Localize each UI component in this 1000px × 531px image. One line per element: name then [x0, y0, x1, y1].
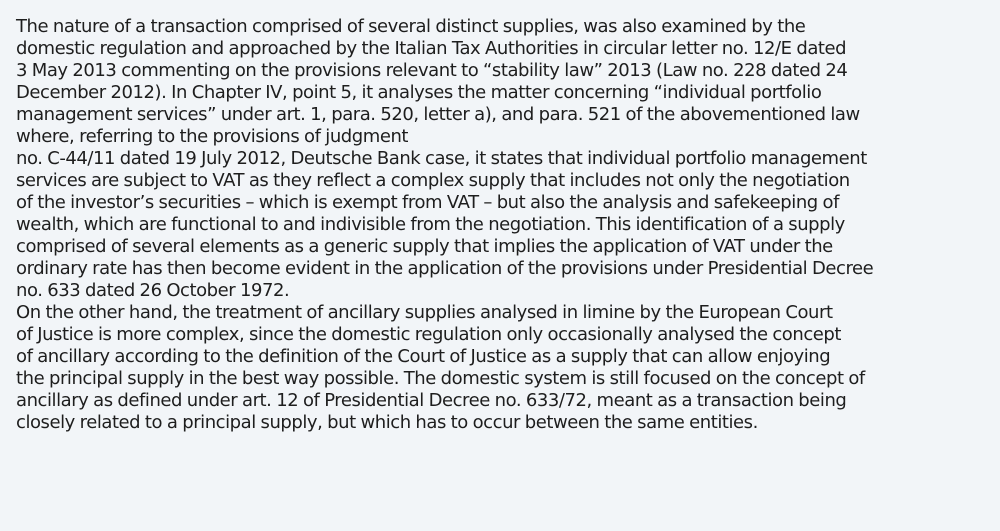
- text-line: management services” under art. 1, para. 520, letter a), and para. 521 of the abovementioned law: [16, 104, 860, 125]
- text-line: no. C-44/11 dated 19 July 2012, Deutsche Bank case, it states that individual portfolio management: [16, 148, 867, 169]
- text-line: no. 633 dated 26 October 1972.: [16, 280, 290, 301]
- text-line: of ancillary according to the definition of the Court of Justice as a supply that can allow enjoying: [16, 346, 831, 367]
- text-line: closely related to a principal supply, but which has to occur between the same entities.: [16, 412, 758, 433]
- text-line: 3 May 2013 commenting on the provisions relevant to “stability law” 2013 (Law no. 228 dated 24: [16, 60, 848, 81]
- text-line: wealth, which are functional to and indivisible from the negotiation. This identification of a supply: [16, 214, 845, 235]
- text-line: where, referring to the provisions of judgment: [16, 126, 409, 147]
- text-line: domestic regulation and approached by the Italian Tax Authorities in circular letter no. 12/E dated: [16, 38, 847, 59]
- text-line: of the investor’s securities – which is exempt from VAT – but also the analysis and safekeeping of: [16, 192, 839, 213]
- text-line: services are subject to VAT as they reflect a complex supply that includes not only the negotiation: [16, 170, 850, 191]
- text-line: comprised of several elements as a generic supply that implies the application of VAT under the: [16, 236, 833, 257]
- document-body: [16, 16, 996, 434]
- text-line: ordinary rate has then become evident in the application of the provisions under Presidential Decree: [16, 258, 874, 279]
- text-line: On the other hand, the treatment of ancillary supplies analysed in limine by the European Court: [16, 302, 833, 323]
- text-line: the principal supply in the best way possible. The domestic system is still focused on the concept of: [16, 368, 865, 389]
- text-line: of Justice is more complex, since the domestic regulation only occasionally analysed the concept: [16, 324, 841, 345]
- text-line: ancillary as defined under art. 12 of Presidential Decree no. 633/72, meant as a transaction being: [16, 390, 847, 411]
- text-line: December 2012). In Chapter IV, point 5, it analyses the matter concerning “individual portfolio: [16, 82, 822, 103]
- text-line: The nature of a transaction comprised of several distinct supplies, was also examined by the: [16, 16, 806, 37]
